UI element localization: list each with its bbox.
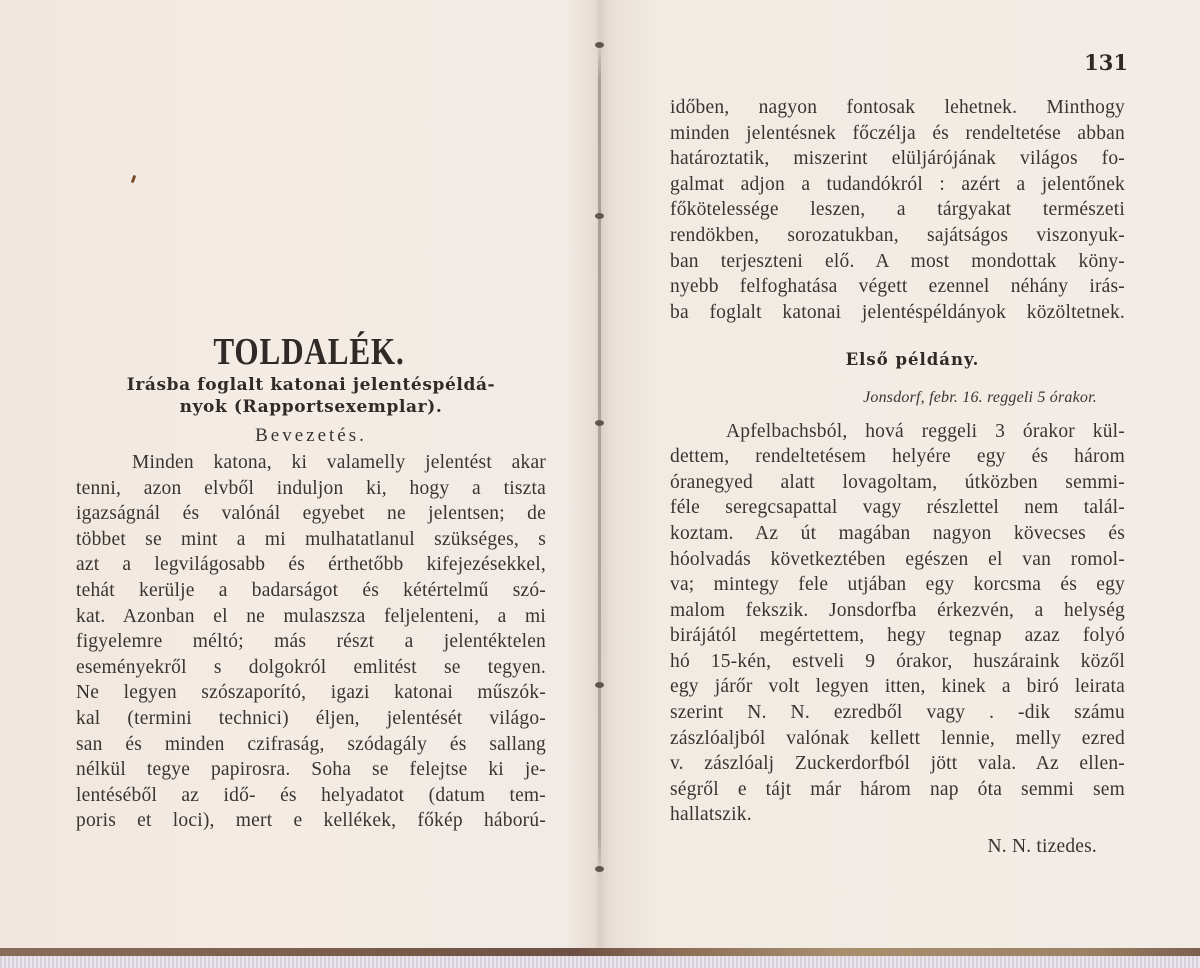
text-line: birájától megértettem, hegy tegnap azaz folyó (670, 625, 1125, 647)
body-text (670, 95, 1125, 325)
text-line: galmat adjon a tudandókról : azért a jelentőnek (670, 173, 1125, 195)
text-line: poris et loci), mert e kellékek, főkép háború- (76, 810, 546, 832)
text-line: szerint N. N. ezredből vagy . -dik számu (670, 702, 1125, 724)
text-line: óranegyed alatt lovagoltam, útközben semmi- (670, 471, 1125, 493)
left-page-content (76, 330, 546, 834)
text-line: azt a legvilágosabb és érthetőbb kifejezésekkel, (76, 554, 546, 576)
text-line: hóolvadás következtében egészen el van romol- (670, 548, 1125, 570)
text-line: időben, nagyon fontosak lehetnek. Minthogy (670, 97, 1125, 118)
section-subheading (76, 374, 546, 418)
text-line: főkötelessége leszen, a tárgyakat természeti (670, 199, 1125, 221)
page-title: TOLDALÉK. (213, 331, 405, 373)
text-line: minden jelentésnek főczélja és rendeltetése abban (670, 122, 1125, 144)
text-line: nélkül tegye papirosra. Soha se felejtse ki je- (76, 759, 546, 781)
left-page (0, 0, 598, 948)
text-line: zászlóaljból valónak kellett lennie, melly ezred (670, 727, 1125, 749)
subheading-line: Irásba foglalt katonai jelentéspéldá- (126, 375, 496, 395)
text-line: hallatszik. (670, 804, 752, 826)
text-line: többet se mint a mi mulhatatlanul szükséges, s (76, 528, 546, 550)
text-line: ségről e tájt már három nap óta semmi sem (670, 778, 1125, 800)
page-number: 131 (1084, 50, 1128, 75)
page-bottom-edge (0, 948, 1200, 956)
text-line: ban terjeszteni elő. A most mondottak köny- (670, 250, 1125, 272)
text-line: kal (termini technici) éljen, jelentését világo- (76, 707, 546, 729)
text-line: nyebb felfoghatása végett ezennel néhány irás- (670, 276, 1125, 298)
text-line: egy járőr volt legyen itten, kinek a biró leirata (670, 676, 1125, 698)
text-line: eseményekről s dolgokról emlitést se tegyen. (76, 656, 546, 678)
text-line: lentéséből az idő- és helyadatot (datum tem- (76, 784, 546, 806)
text-line: Apfelbachsból, hová reggeli 3 órakor kül- (726, 420, 1125, 442)
subheading-line: nyok (Rapportsexemplar). (179, 397, 443, 417)
text-line: va; mintegy fele utjában egy korcsma és egy (670, 574, 1125, 596)
text-line: Minden katona, ki valamelly jelentést akar (132, 452, 546, 473)
example-title: Első példány. (845, 350, 980, 370)
example-text (670, 419, 1125, 829)
text-line: koztam. Az út magában nagyon kövecses és (670, 522, 1125, 544)
right-page-content (670, 95, 1125, 860)
text-line: Ne legyen szószaporító, igazi katonai műszók- (76, 682, 546, 704)
text-line: tehát kerülje a badarságot és kétértelmű szó- (76, 579, 546, 601)
text-line: ba foglalt katonai jelentéspéldányok közöltetnek. (670, 301, 1125, 323)
text-line: v. zászlóalj Zuckerdorfból jött vala. Az ellen- (670, 753, 1125, 775)
text-line: malom fekszik. Jonsdorfba érkezvén, a helység (670, 599, 1125, 621)
text-line: dettem, rendeltetésem helyére egy és három (670, 446, 1125, 468)
text-line: san és minden czifraság, szódagály és sallang (76, 733, 546, 755)
text-line: figyelemre méltó; más részt a jelentéktelen (76, 631, 546, 653)
book-spine (598, 40, 601, 880)
paper-speck (131, 175, 137, 184)
text-line: rendökben, sorozatukban, sajátságos viszonyuk- (670, 224, 1125, 246)
text-line: hó 15-kén, estveli 9 órakor, huszáraink közől (670, 650, 1125, 672)
signature: N. N. tizedes. (987, 836, 1097, 858)
body-text (76, 450, 546, 834)
text-line: igazságnál és valónál egyebet ne jelentsen; de (76, 503, 546, 525)
background-surface (0, 956, 1200, 968)
text-line: kat. Azonban el ne mulaszsza feljelenteni, a mi (76, 605, 546, 627)
intro-heading: Bevezetés. (255, 425, 367, 446)
dateline: Jonsdorf, febr. 16. reggeli 5 órakor. (863, 388, 1097, 406)
text-line: tenni, azon elvből induljon ki, hogy a tiszta (76, 477, 546, 499)
text-line: féle seregcsapattal vagy részlettel nem talál- (670, 497, 1125, 519)
text-line: határoztatik, miszerint elüljárójának világos fo- (670, 148, 1125, 170)
